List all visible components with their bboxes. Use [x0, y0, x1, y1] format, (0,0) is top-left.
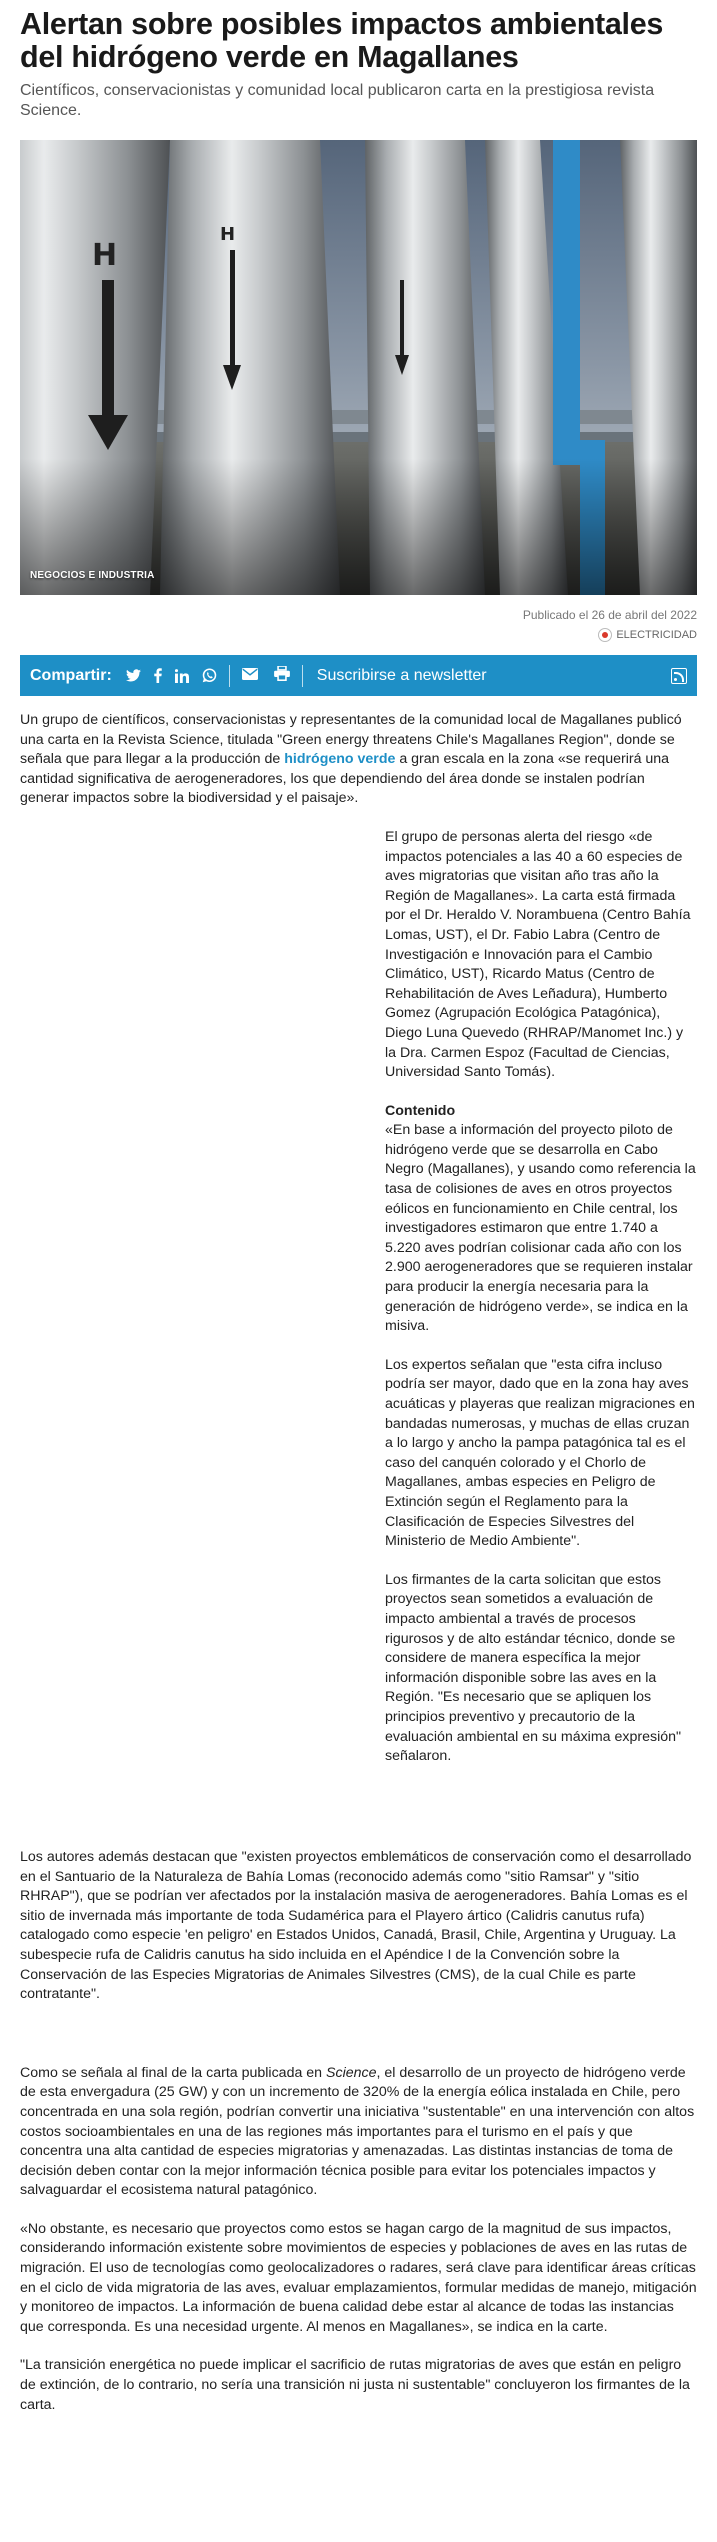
- whatsapp-icon[interactable]: [202, 668, 217, 683]
- paragraph-text: a gran escala en la zona «se requerirá una cantidad significativa de aerogeneradores, los que dependiendo del área donde se instalen podrían generar impactos sobre la biodiversidad y el paisaje».: [20, 751, 670, 807]
- hydrogen-link[interactable]: hidrógeno verde: [284, 751, 396, 768]
- article-body: [20, 711, 697, 2415]
- image-category-tag[interactable]: NEGOCIOS E INDUSTRIA: [30, 570, 155, 581]
- rss-icon[interactable]: [671, 668, 687, 684]
- linkedin-icon[interactable]: [175, 669, 189, 683]
- category-link[interactable]: [598, 627, 697, 643]
- article-title: Alertan sobre posibles impactos ambientales del hidrógeno verde en Magallanes: [20, 7, 664, 74]
- paragraph-9: "La transición energética no puede implicar el sacrificio de rutas migratorias de aves que están en peligro de extinción, de lo contrario, no sería una transición ni justa ni sustentable" concluyeron los firmantes de la carta.: [20, 2357, 690, 2413]
- section-heading: Contenido: [385, 1102, 456, 1119]
- twitter-icon[interactable]: [126, 669, 141, 682]
- share-icons: [126, 668, 217, 683]
- divider: [229, 665, 230, 687]
- newsletter-link[interactable]: Suscribirse a newsletter: [316, 666, 487, 684]
- divider: [302, 665, 303, 687]
- journal-name: Science: [326, 2064, 377, 2081]
- share-tools: [242, 666, 290, 686]
- bolt-icon: [598, 628, 612, 642]
- paragraph-2: El grupo de personas alerta del riesgo «de impactos potenciales a las 40 a 60 especies de aves migratorias que visitan año tras año la Región de Magallanes». La carta está firmada por el Dr. Heraldo V. Norambuena (Centro Bahía Lomas, UST), el Dr. Fabio Labra (Centro de Investigación e Innovación para el Cambio Climático, UST), Ricardo Matus (Centro de Rehabilitación de Aves Leñadura), Humberto Gomez (Agrupación Ecológica Patagónica), Diego Luna Quevedo (RHRAP/Manomet Inc.) y la Dra. Carmen Espoz (Facultad de Ciencias, Universidad Santo Tomás).: [385, 828, 691, 1081]
- published-date: Publicado el 26 de abril del 2022: [522, 608, 697, 622]
- share-label: Compartir:: [30, 666, 112, 684]
- paragraph-8: «No obstante, es necesario que proyectos como estos se hagan cargo de la magnitud de sus impactos, considerando información existente sobre movimientos de especies y poblaciones de aves en las rutas de migración. El uso de tecnologías como geolocalizadores o radares, será clave para identificar áreas críticas en el ciclo de vida migratoria de las aves, evaluar emplazamientos, formular medidas de manejo, mitigación y monitoreo de impactos. La información de buena calidad debe estar al alcance de todas las instancias que corresponda. Es una necesidad urgente. Al menos en Magallanes», se indica en la carte.: [20, 2220, 697, 2335]
- hero-image: [20, 140, 697, 595]
- paragraph-7: [20, 2064, 697, 2201]
- pipes-photo: [20, 140, 697, 595]
- paragraph-6: Los autores además destacan que "existen proyectos emblemáticos de conservación como el desarrollado en el Santuario de la Naturaleza de Bahía Lomas (reconocido además como "sitio Ramsar" y "sitio RHRAP"), que se podrían ver afectados por la instalación masiva de aerogeneradores. Bahía Lomas es el sitio de invernada más importante de toda Sudamérica para el Playero ártico (Calidris canutus rufa) catalogado como especie 'en peligro' en Estados Unidos, Canadá, Brasil, Chile, Argentina y Uruguay. La subespecie rufa de Calidris canutus ha sido incluida en el Apéndice I de la Convención sobre la Conservación de las Especies Migratorias de Animales Silvestres (CMS), de la cual Chile es parte contratante".: [20, 1848, 692, 2003]
- paragraph-text: , el desarrollo de un proyecto de hidrógeno verde de esta envergadura (25 GW) y con un incremento de 320% de la energía eólica instalada en Chile, pero concentrada en una sola región, podrían convertir una iniciativa "sustentable" en una intervención con altos costos socioambientales en una de las regiones más importantes para el turismo en el país y que concentra una alta cantidad de especies migratorias y amenazadas. Las distintas instancias de toma de decisión deben contar con la mejor información técnica posible para evitar los potenciales impactos y salvaguardar el ecosistema natural patagónico.: [20, 2064, 695, 2199]
- ad-space: [20, 828, 385, 1848]
- paragraph-1: [20, 711, 697, 809]
- print-icon[interactable]: [274, 666, 290, 686]
- paragraph-4: Los expertos señalan que "esta cifra incluso podría ser mayor, dado que en la zona hay aves acuáticas y playeras que realizan migraciones en bandadas numerosas, y muchas de ellas cruzan a lo largo y ancho la pampa patagónica tal es el caso del canquén colorado y el Chorlo de Magallanes, ambas especies en Peligro de Extinción según el Reglamento para la Clasificación de Especies Silvestres del Ministerio de Medio Ambiente".: [385, 1356, 695, 1550]
- paragraph-3: «En base a información del proyecto piloto de hidrógeno verde que se desarrolla en Cabo Negro (Magallanes), y usando como referencia la tasa de colisiones de aves en otros proyectos eólicos en funcionamiento en Chile central, los investigadores estimaron que entre 1.740 a 5.220 aves podrían colisionar cada año con los 2.900 aerogeneradores que se requieren instalar para producir la energía necesaria para la generación de hidrógeno verde», se indica en la misiva.: [385, 1122, 696, 1335]
- facebook-icon[interactable]: [154, 668, 162, 683]
- paragraph-5: Los firmantes de la carta solicitan que estos proyectos sean sometidos a evaluación de impacto ambiental a través de procesos rigurosos y de alto estándar técnico, donde se considere de manera específica la mejor información disponible sobre las aves en la Región. "Es necesario que se apliquen los principios preventivo y precautorio de la evaluación ambiental en su máxima expresión" señalaron.: [385, 1571, 682, 1765]
- paragraph-text: Como se señala al final de la carta publicada en: [20, 2064, 327, 2081]
- category-label: ELECTRICIDAD: [616, 629, 697, 641]
- spacer: [20, 2024, 697, 2064]
- mail-icon[interactable]: [242, 667, 258, 685]
- share-bar: [20, 655, 697, 696]
- article-subtitle: Científicos, conservacionistas y comunidad local publicaron carta en la prestigiosa revista Science.: [20, 82, 655, 119]
- article-meta: [20, 607, 697, 643]
- paragraph-text: Un grupo de científicos, conservacionistas y representantes de la comunidad local de Magallanes publicó una carta en la Revista Science, titulada "Green energy threatens Chile's Magallanes Region", donde se señala que para llegar a la producción de: [20, 712, 682, 768]
